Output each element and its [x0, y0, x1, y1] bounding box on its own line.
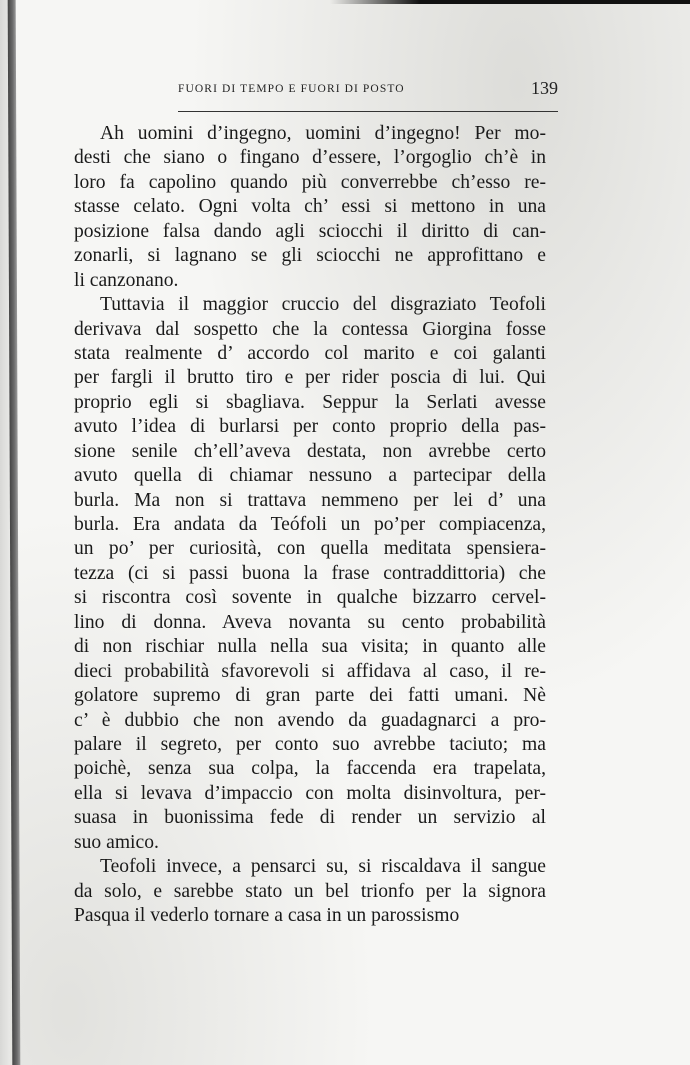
- text-line: avuto quella di chiamar nessuno a partecipar della: [74, 465, 546, 487]
- text-line: avuto l’idea di burlarsi per conto proprio della pas-: [74, 416, 546, 438]
- text-line: posizione falsa dando agli sciocchi il diritto di can-: [74, 220, 546, 242]
- body-text: [74, 122, 546, 928]
- header-rule: [178, 111, 558, 112]
- text-line: tezza (ci si passi buona la frase contraddittoria) che: [74, 562, 546, 584]
- text-line: stata realmente d’ accordo col marito e coi galanti: [74, 342, 546, 364]
- text-line: burla. Ma non si trattava nemmeno per lei d’ una: [74, 489, 546, 511]
- text-line: suasa in buonissima fede di render un servizio al: [74, 807, 546, 829]
- text-line: poichè, senza sua colpa, la faccenda era trapelata,: [74, 758, 546, 780]
- scan-top-edge: [330, 0, 690, 4]
- text-line: Ah uomini d’ingegno, uomini d’ingegno! Per mo-: [100, 123, 546, 144]
- text-line: golatore supremo di gran parte dei fatti umani. Nè: [74, 685, 546, 707]
- text-line: dieci probabilità sfavorevoli si affidava al caso, il re-: [74, 660, 546, 682]
- text-line: zonarli, si lagnano se gli sciocchi ne approfittano e: [74, 245, 546, 267]
- text-line: stasse celato. Ogni volta ch’ essi si mettono in una: [74, 196, 546, 218]
- text-line: sione senile ch’ell’aveva destata, non avrebbe certo: [74, 440, 546, 462]
- paragraph: [74, 122, 546, 293]
- text-line: si riscontra così sovente in qualche bizzarro cervel-: [74, 587, 546, 609]
- text-line: di non rischiar nulla nella sua visita; in quanto alle: [74, 636, 546, 658]
- text-line: palare il segreto, per conto suo avrebbe taciuto; ma: [74, 733, 546, 755]
- text-line: Teofoli invece, a pensarci su, si riscaldava il sangue: [100, 856, 546, 878]
- text-line: Pasqua il vederlo tornare a casa in un parossismo: [74, 905, 460, 926]
- text-line: ella si levava d’impaccio con molta disinvoltura, per-: [74, 782, 546, 804]
- text-line: suo amico.: [74, 831, 159, 853]
- text-line: c’ è dubbio che non avendo da guadagnarci a pro-: [74, 709, 546, 731]
- text-line: da solo, e sarebbe stato un bel trionfo per la signora: [74, 880, 546, 902]
- text-line: burla. Era andata da Teófoli un po’per compiacenza,: [74, 514, 546, 535]
- text-line: per fargli il brutto tiro e per rider poscia di lui. Qui: [74, 367, 546, 389]
- paragraph: [74, 293, 546, 855]
- text-line: lino di donna. Aveva novanta su cento probabilità: [74, 611, 546, 633]
- text-line: un po’ per curiosità, con quella meditata spensiera-: [74, 538, 546, 560]
- text-line: desti che siano o fingano d’essere, l’orgoglio ch’è in: [74, 147, 546, 169]
- text-line: li canzonano.: [74, 269, 179, 291]
- text-line: derivava dal sospetto che la contessa Giorgina fosse: [74, 318, 546, 340]
- page-number: 139: [531, 78, 558, 98]
- text-line: Tuttavia il maggior cruccio del disgraziato Teofoli: [100, 294, 546, 316]
- page-header: [72, 78, 558, 102]
- text-line: proprio egli si sbagliava. Seppur la Serlati avesse: [74, 391, 546, 413]
- running-head: FUORI DI TEMPO E FUORI DI POSTO: [178, 83, 405, 95]
- paragraph: [74, 855, 546, 928]
- text-line: loro fa capolino quando più converrebbe ch’esso re-: [74, 171, 546, 193]
